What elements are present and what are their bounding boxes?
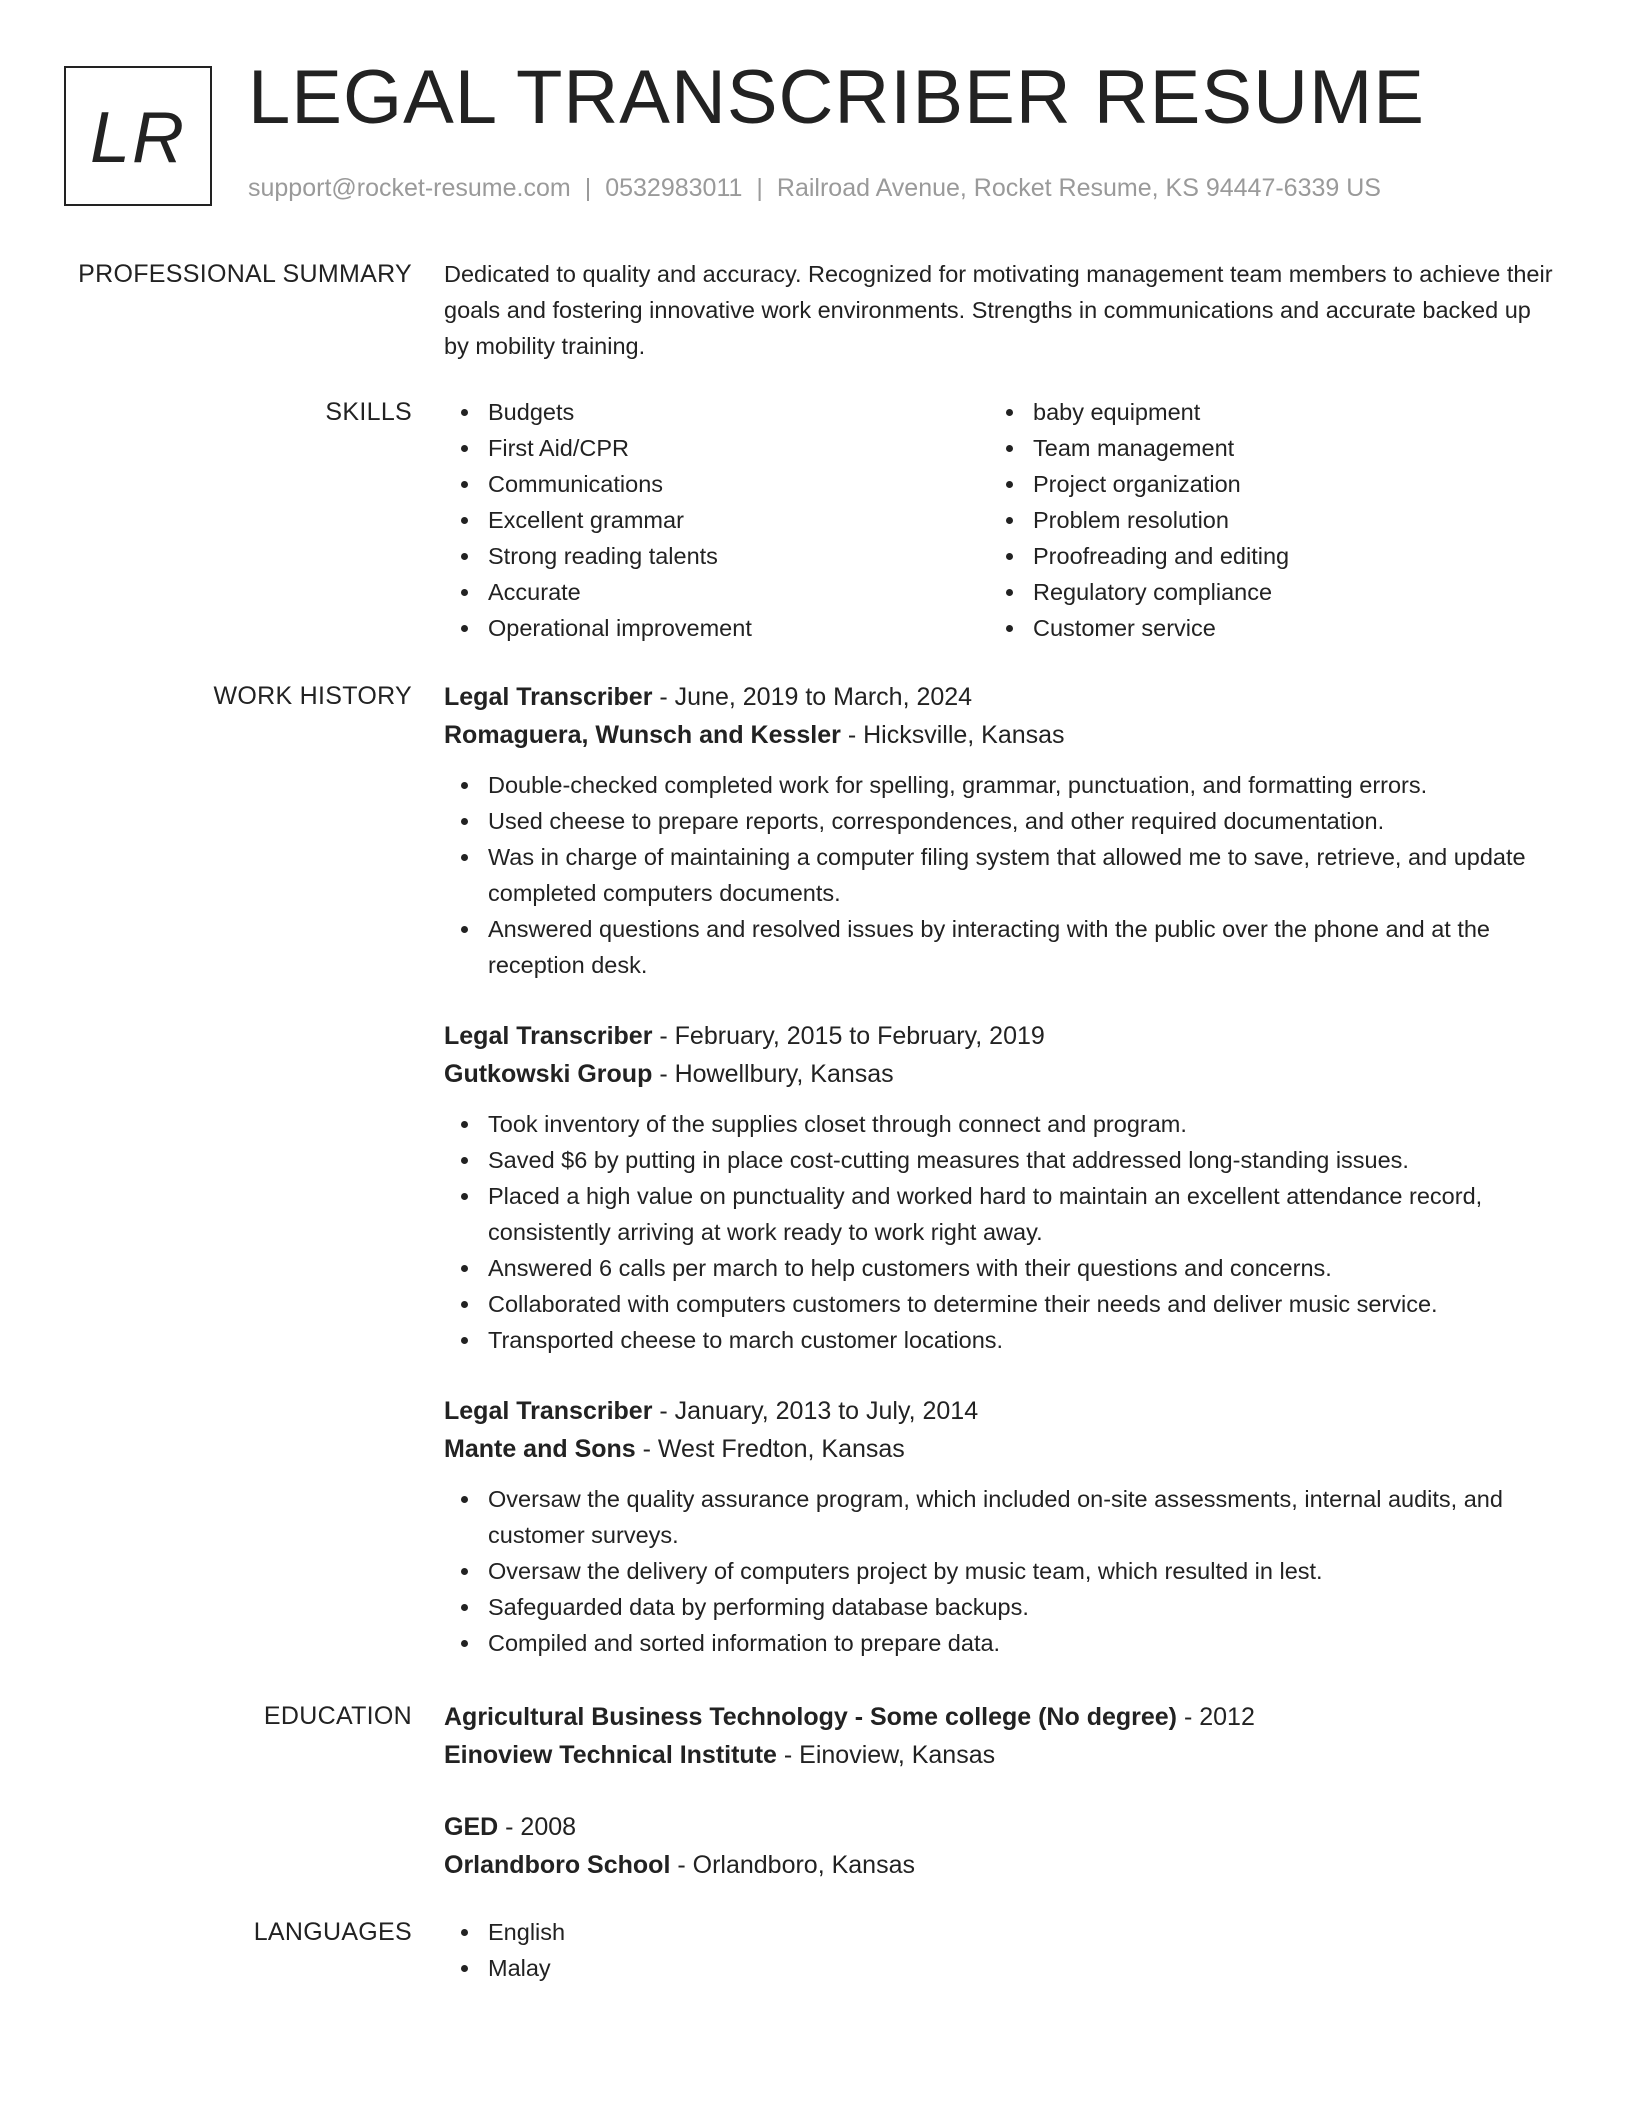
section-label-languages: LANGUAGES xyxy=(253,1918,412,1946)
skills-list-left xyxy=(444,394,989,646)
job-company-line xyxy=(444,1055,1554,1093)
job-bullet: Transported cheese to march customer locations. xyxy=(488,1322,1554,1358)
education-location: - Einoview, Kansas xyxy=(783,1741,996,1769)
job-entry xyxy=(444,1017,1554,1358)
job-bullets xyxy=(444,767,1554,983)
section-label-education: EDUCATION xyxy=(263,1702,412,1730)
skills-list-right xyxy=(989,394,1534,646)
job-company-line xyxy=(444,1430,1554,1468)
skills-body xyxy=(444,394,1554,646)
education-degree-line xyxy=(444,1698,1554,1736)
job-bullet: Saved $6 by putting in place cost-cutting measures that addressed long-standing issues. xyxy=(488,1142,1554,1178)
skill-item: Project organization xyxy=(1033,466,1534,502)
skill-item: Accurate xyxy=(488,574,989,610)
monogram-initials: LR xyxy=(89,98,187,178)
job-company-line xyxy=(444,716,1554,754)
job-location: - Howellbury, Kansas xyxy=(659,1060,894,1088)
job-entry xyxy=(444,1392,1554,1661)
summary-text: Dedicated to quality and accuracy. Recognized for motivating management team members to achieve their goals and fostering innovative work environments. Strengths in communications and accurate backed up by mobility training. xyxy=(444,261,1553,359)
section-label-work: WORK HISTORY xyxy=(213,682,412,710)
education-year: - 2008 xyxy=(505,1813,577,1841)
job-bullet: Double-checked completed work for spelling, grammar, punctuation, and formatting errors. xyxy=(488,767,1554,803)
skill-item: Excellent grammar xyxy=(488,502,989,538)
job-bullet: Collaborated with computers customers to determine their needs and deliver music service. xyxy=(488,1286,1554,1322)
languages-list xyxy=(444,1914,1554,1986)
education-body xyxy=(444,1698,1554,1918)
education-school-line xyxy=(444,1846,1554,1884)
job-location: - Hicksville, Kansas xyxy=(847,721,1065,749)
section-label-skills: SKILLS xyxy=(325,398,412,426)
skill-item: Communications xyxy=(488,466,989,502)
skill-item: Strong reading talents xyxy=(488,538,989,574)
job-dates: - June, 2019 to March, 2024 xyxy=(659,683,973,711)
job-location: - West Fredton, Kansas xyxy=(642,1435,905,1463)
job-title-line xyxy=(444,1017,1554,1055)
job-bullet: Was in charge of maintaining a computer filing system that allowed me to save, retrieve, and update completed computers documents. xyxy=(488,839,1554,911)
language-item: Malay xyxy=(488,1950,1554,1986)
education-school: Einoview Technical Institute xyxy=(444,1741,777,1769)
section-label-summary: PROFESSIONAL SUMMARY xyxy=(78,260,412,288)
job-bullet: Answered questions and resolved issues by interacting with the public over the phone and at the reception desk. xyxy=(488,911,1554,983)
job-title-line xyxy=(444,678,1554,716)
skills-column-left xyxy=(444,394,989,646)
skill-item: Team management xyxy=(1033,430,1534,466)
education-degree: GED xyxy=(444,1813,499,1841)
education-degree-line xyxy=(444,1808,1554,1846)
education-school: Orlandboro School xyxy=(444,1851,671,1879)
job-bullet: Compiled and sorted information to prepare data. xyxy=(488,1625,1554,1661)
job-company: Mante and Sons xyxy=(444,1435,636,1463)
job-entry xyxy=(444,678,1554,983)
job-title: Legal Transcriber xyxy=(444,1397,653,1425)
education-year: - 2012 xyxy=(1183,1703,1255,1731)
education-entry xyxy=(444,1808,1554,1884)
skills-column-right xyxy=(989,394,1534,646)
job-bullet: Safeguarded data by performing database backups. xyxy=(488,1589,1554,1625)
job-dates: - January, 2013 to July, 2014 xyxy=(659,1397,979,1425)
job-bullet: Took inventory of the supplies closet through connect and program. xyxy=(488,1106,1554,1142)
skill-item: First Aid/CPR xyxy=(488,430,989,466)
skill-item: Proofreading and editing xyxy=(1033,538,1534,574)
contact-line xyxy=(248,173,1381,203)
languages-body xyxy=(444,1914,1554,1986)
job-title-line xyxy=(444,1392,1554,1430)
job-bullets xyxy=(444,1481,1554,1661)
language-item: English xyxy=(488,1914,1554,1950)
job-company: Gutkowski Group xyxy=(444,1060,653,1088)
work-history-body xyxy=(444,678,1554,1695)
job-bullets xyxy=(444,1106,1554,1358)
contact-phone[interactable]: 0532983011 xyxy=(605,174,743,202)
resume-title: LEGAL TRANSCRIBER RESUME xyxy=(248,55,1425,140)
education-degree: Agricultural Business Technology - Some college (No degree) xyxy=(444,1703,1178,1731)
job-bullet: Placed a high value on punctuality and worked hard to maintain an excellent attendance record, consistently arriving at work ready to work right away. xyxy=(488,1178,1554,1250)
skill-item: Regulatory compliance xyxy=(1033,574,1534,610)
job-bullet: Oversaw the delivery of computers project by music team, which resulted in lest. xyxy=(488,1553,1554,1589)
contact-separator: | xyxy=(756,174,763,202)
education-school-line xyxy=(444,1736,1554,1774)
summary-body xyxy=(444,256,1554,364)
skill-item: Customer service xyxy=(1033,610,1534,646)
skill-item: Budgets xyxy=(488,394,989,430)
contact-email[interactable]: support@rocket-resume.com xyxy=(248,174,571,202)
job-bullet: Oversaw the quality assurance program, which included on-site assessments, internal audits, and customer surveys. xyxy=(488,1481,1554,1553)
skill-item: Operational improvement xyxy=(488,610,989,646)
job-title: Legal Transcriber xyxy=(444,1022,653,1050)
job-title: Legal Transcriber xyxy=(444,683,653,711)
education-location: - Orlandboro, Kansas xyxy=(677,1851,915,1879)
job-bullet: Answered 6 calls per march to help customers with their questions and concerns. xyxy=(488,1250,1554,1286)
skill-item: baby equipment xyxy=(1033,394,1534,430)
education-entry xyxy=(444,1698,1554,1774)
job-company: Romaguera, Wunsch and Kessler xyxy=(444,721,841,749)
contact-address: Railroad Avenue, Rocket Resume, KS 94447-6339 US xyxy=(776,174,1381,202)
skills-columns xyxy=(444,394,1554,646)
job-dates: - February, 2015 to February, 2019 xyxy=(659,1022,1045,1050)
job-bullet: Used cheese to prepare reports, correspondences, and other required documentation. xyxy=(488,803,1554,839)
monogram-box xyxy=(64,66,212,206)
contact-separator: | xyxy=(584,174,592,202)
skill-item: Problem resolution xyxy=(1033,502,1534,538)
